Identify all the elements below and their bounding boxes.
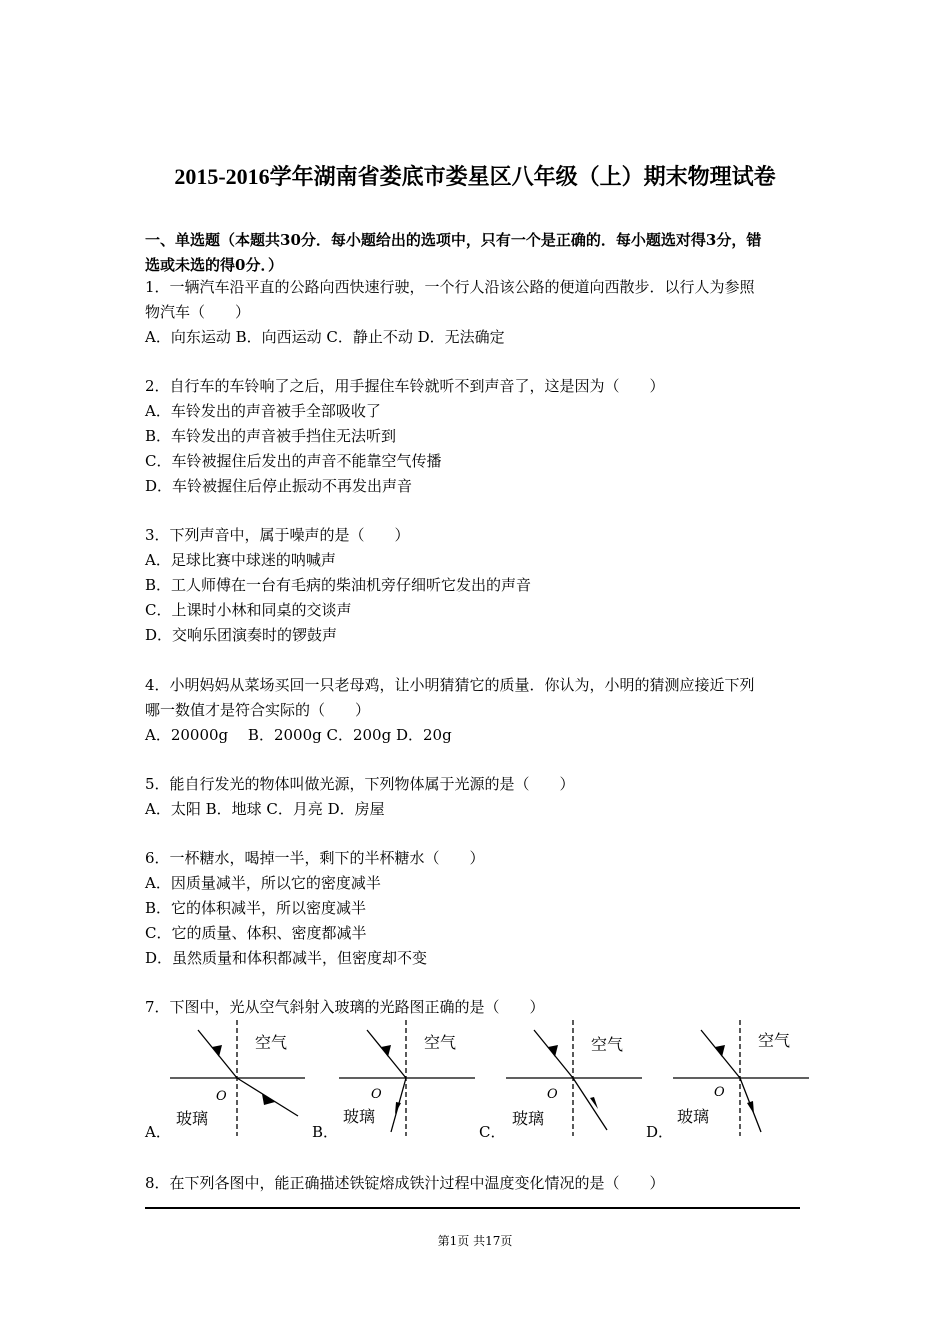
page-title: 2015-2016学年湖南省娄底市娄星区八年级（上）期末物理试卷 — [174, 164, 776, 189]
question-2-option: C．车铃被握住后发出的声音不能靠空气传播 — [145, 452, 442, 470]
question-7-figures — [140, 1018, 820, 1148]
question-6-option: B．它的体积减半，所以密度减半 — [145, 899, 367, 917]
figure-b-glass-label: 玻璃 — [343, 1107, 376, 1126]
question-1-options: A．向东运动 B．向西运动 C．静止不动 D．无法确定 — [145, 328, 505, 346]
question-4 — [145, 673, 815, 748]
question-7-stem: 7．下图中，光从空气斜射入玻璃的光路图正确的是（ ） — [145, 998, 545, 1016]
figure-a-glass-label: 玻璃 — [176, 1109, 209, 1128]
question-8 — [145, 1171, 815, 1196]
question-6-option: A．因质量减半，所以它的密度减半 — [145, 874, 381, 892]
figure-d-air-label: 空气 — [758, 1031, 791, 1050]
question-6-stem: 6．一杯糖水，喝掉一半，剩下的半杯糖水（ ） — [145, 849, 485, 867]
figure-b-origin-label: O — [371, 1087, 382, 1102]
figure-d — [641, 1018, 801, 1148]
question-1 — [145, 275, 815, 350]
figure-b-air-label: 空气 — [424, 1033, 457, 1052]
question-2-option: D．车铃被握住后停止振动不再发出声音 — [145, 477, 413, 495]
question-2-option: A．车铃发出的声音被手全部吸收了 — [145, 402, 381, 420]
question-8-stem: 8．在下列各图中，能正确描述铁锭熔成铁汁过程中温度变化情况的是（ ） — [145, 1174, 665, 1192]
figure-d-option-label: D． — [646, 1123, 674, 1141]
section-1-line: 选或未选的得0分．） — [145, 256, 283, 274]
question-6-option: C．它的质量、体积、密度都减半 — [145, 924, 367, 942]
figure-a-origin-label: O — [216, 1089, 227, 1104]
page-number: 第1页 共17页 — [437, 1234, 513, 1248]
figure-c-origin-label: O — [547, 1087, 558, 1102]
question-2-stem: 2．自行车的车铃响了之后，用手握住车铃就听不到声音了，这是因为（ ） — [145, 377, 665, 395]
question-5-stem: 5．能自行发光的物体叫做光源，下列物体属于光源的是（ ） — [145, 775, 575, 793]
question-4-options: A．20000g B．2000g C．200g D．20g — [145, 726, 452, 744]
question-3-option: C．上课时小林和同桌的交谈声 — [145, 601, 352, 619]
question-6 — [145, 846, 815, 971]
footer-divider — [145, 1207, 800, 1209]
question-3-option: B．工人师傅在一台有毛病的柴油机旁仔细听它发出的声音 — [145, 576, 532, 594]
figure-a-option-label: A． — [145, 1123, 171, 1141]
question-6-option: D．虽然质量和体积都减半，但密度却不变 — [145, 949, 428, 967]
section-1-line: 一、单选题（本题共30分．每小题给出的选项中，只有一个是正确的．每小题选对得3分，错 — [145, 231, 762, 249]
question-4-stem: 哪一数值才是符合实际的（ ） — [145, 701, 371, 719]
figure-a — [140, 1018, 300, 1148]
question-7 — [145, 995, 815, 1020]
question-3 — [145, 523, 815, 648]
figure-c — [474, 1018, 634, 1148]
question-1-stem: 1．一辆汽车沿平直的公路向西快速行驶，一个行人沿该公路的便道向西散步．以行人为参照 — [145, 278, 755, 296]
question-2 — [145, 374, 815, 499]
figure-b — [307, 1018, 467, 1148]
question-1-stem: 物汽车（ ） — [145, 303, 251, 321]
figure-c-air-label: 空气 — [591, 1035, 624, 1054]
figure-a-air-label: 空气 — [255, 1033, 288, 1052]
question-5 — [145, 772, 815, 822]
figure-c-option-label: C． — [479, 1123, 506, 1141]
figure-c-glass-label: 玻璃 — [512, 1109, 545, 1128]
section-1-header — [145, 228, 815, 278]
figure-d-origin-label: O — [714, 1085, 725, 1100]
question-3-option: A．足球比赛中球迷的呐喊声 — [145, 551, 336, 569]
question-3-stem: 3．下列声音中，属于噪声的是（ ） — [145, 526, 410, 544]
question-4-stem: 4．小明妈妈从菜场买回一只老母鸡，让小明猜猜它的质量．你认为，小明的猜测应接近下列 — [145, 676, 755, 694]
question-3-option: D．交响乐团演奏时的锣鼓声 — [145, 626, 338, 644]
question-2-option: B．车铃发出的声音被手挡住无法听到 — [145, 427, 397, 445]
figure-b-option-label: B． — [312, 1123, 339, 1141]
figure-d-glass-label: 玻璃 — [677, 1107, 710, 1126]
question-5-options: A．太阳 B．地球 C．月亮 D．房屋 — [145, 800, 385, 818]
